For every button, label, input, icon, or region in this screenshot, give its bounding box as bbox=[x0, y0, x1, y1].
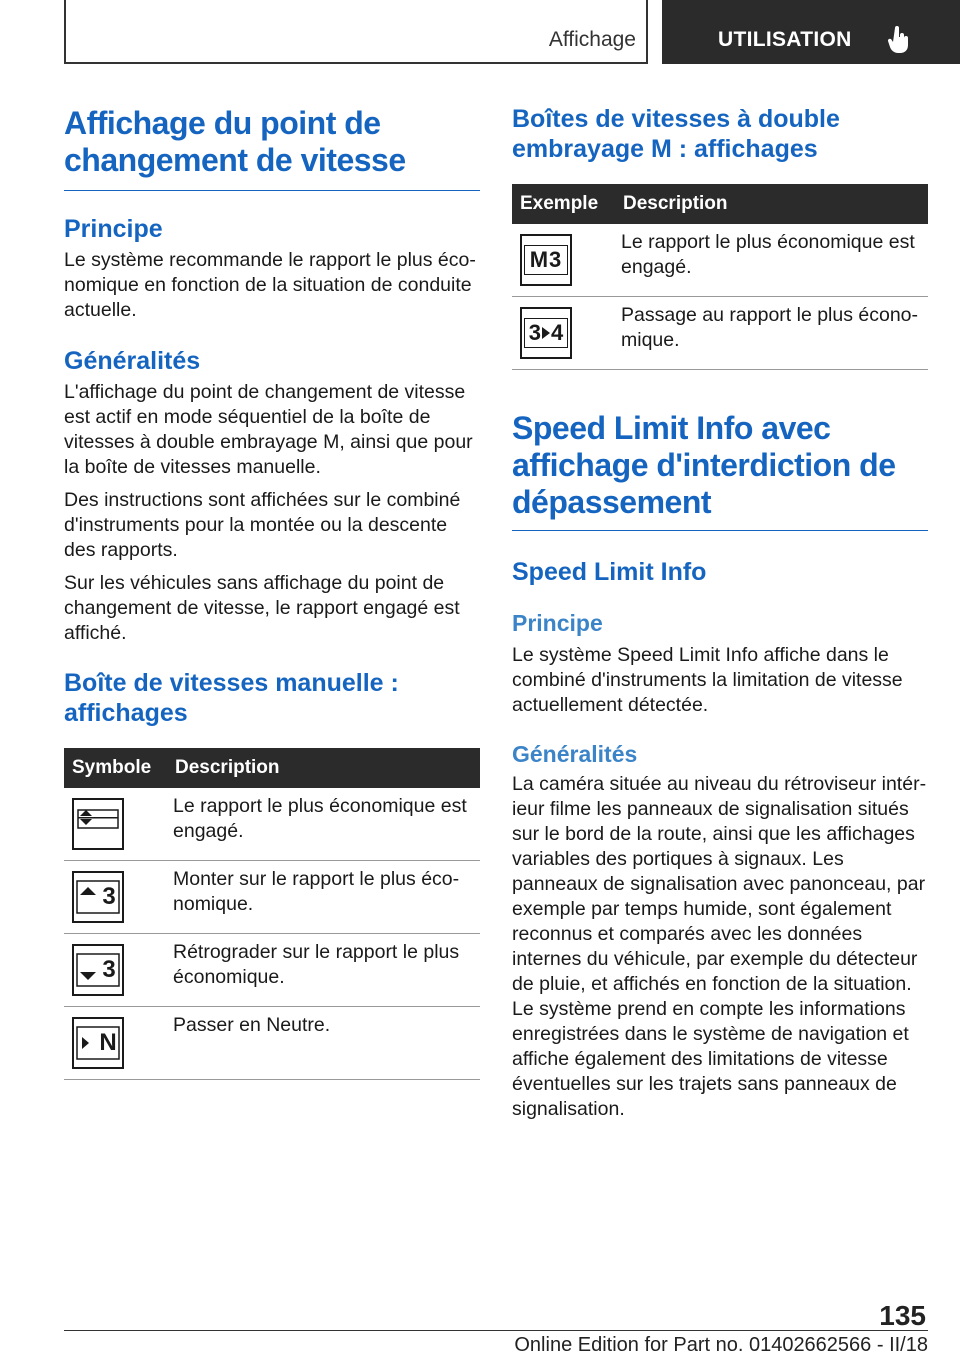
table-row bbox=[64, 1007, 480, 1080]
generalites-heading: Généralités bbox=[64, 347, 201, 375]
title-rule bbox=[64, 190, 480, 191]
shift-arrow-icon bbox=[541, 325, 551, 341]
column-header-example: Exemple bbox=[512, 184, 615, 224]
speed-limit-subtitle: Speed Limit Info bbox=[512, 558, 707, 586]
table-row bbox=[64, 861, 480, 934]
upshift-gear-label: 3 bbox=[102, 883, 116, 910]
row-description: Le rapport le plus économique est engagé. bbox=[167, 788, 480, 861]
page-number: 135 bbox=[879, 1300, 926, 1331]
speed-principe-heading: Principe bbox=[512, 610, 603, 636]
speed-generalites-heading: Généralités bbox=[512, 741, 638, 767]
manual-gearbox-heading: Boîte de vitesses manuelle : affichages bbox=[64, 669, 399, 727]
neutral-icon bbox=[72, 1017, 124, 1069]
table-row bbox=[64, 788, 480, 861]
row-description: Passer en Neutre. bbox=[167, 1007, 480, 1080]
shift-to-label: 4 bbox=[551, 320, 564, 345]
speed-limit-title: Speed Limit Info avec affichage d'interdiction de dépassement bbox=[512, 410, 896, 520]
downshift-gear-label: 3 bbox=[102, 956, 116, 983]
shift-point-title: Affichage du point de changement de vitesse bbox=[64, 105, 406, 178]
table-header-row bbox=[64, 748, 480, 788]
speed-title-rule bbox=[512, 530, 928, 531]
column-header-description: Description bbox=[615, 184, 928, 224]
dct-heading: Boîtes de vitesses à double embrayage M : affichages bbox=[512, 105, 840, 163]
left-column bbox=[64, 100, 480, 1080]
row-description: Le rapport le plus économique est engagé. bbox=[615, 224, 928, 297]
principe-text: Le système recommande le rapport le plus économique en fonction de la situation de conduite actuelle. bbox=[64, 249, 476, 321]
row-description: Passage au rapport le plus économique. bbox=[615, 297, 928, 370]
header-chapter-tab bbox=[662, 0, 960, 64]
row-description: Rétrograder sur le rapport le plus économique. bbox=[167, 934, 480, 1007]
shift-from-label: 3 bbox=[528, 320, 541, 345]
right-column bbox=[512, 100, 928, 1122]
table-row bbox=[64, 934, 480, 1007]
column-header-symbol: Symbole bbox=[64, 748, 167, 788]
neutral-gear-label: N bbox=[99, 1029, 117, 1056]
speed-generalites-text: La caméra située au niveau du rétroviseur intérieur filme les panneaux de signalisation situés sur le bord de la route, ainsi que les affichages variables des portiques à signaux. Les panneaux de signalisation avec panonceau, par exemple par temps humide, sont également reconnus et comparés avec les données internes du véhicule, par exemple du détecteur de pluie, et affichés en fonction de la situation. Le système prend en compte les informations enregistrées dans le système de navigation et affiche également des limitations de vitesse éventuelles sur les trajets sans panneaux de signalisation. bbox=[512, 773, 927, 1120]
upshift-3-icon bbox=[72, 871, 124, 923]
shift-3-4-icon bbox=[520, 307, 572, 359]
speed-principe-text: Le système Speed Limit Info affiche dans le combiné d'instruments la limitation de vitesse actuellement détectée. bbox=[512, 644, 903, 716]
m3-label: M3 bbox=[529, 247, 563, 272]
table-row bbox=[512, 297, 928, 370]
header-section-title: Affichage bbox=[548, 28, 636, 51]
optimal-gear-icon bbox=[72, 798, 124, 850]
m3-icon bbox=[520, 234, 572, 286]
edition-note: Online Edition for Part no. 01402662566 - II/18 bbox=[514, 1334, 928, 1356]
pointing-hand-icon bbox=[888, 26, 910, 60]
generalites-paragraph-3: Sur les véhicules sans affichage du point de changement de vitesse, le rapport engagé est affiché. bbox=[64, 572, 460, 644]
manual-gearbox-table bbox=[64, 748, 480, 1080]
downshift-3-icon bbox=[72, 944, 124, 996]
footer-rule bbox=[64, 1330, 928, 1331]
generalites-paragraph-2: Des instructions sont affichées sur le combiné d'instruments pour la montée ou la descente des rapports. bbox=[64, 489, 461, 561]
table-header-row bbox=[512, 184, 928, 224]
table-row bbox=[512, 224, 928, 297]
header-chapter-label: UTILISATION bbox=[718, 28, 852, 51]
principe-heading: Principe bbox=[64, 215, 163, 243]
generalites-paragraph-1: L'affichage du point de changement de vitesse est actif en mode séquentiel de la boîte de vitesses à double embrayage M, ainsi que pour la boîte de vitesses manuelle. bbox=[64, 381, 473, 478]
dct-table bbox=[512, 184, 928, 370]
column-header-description: Description bbox=[167, 748, 480, 788]
row-description: Monter sur le rapport le plus économique. bbox=[167, 861, 480, 934]
